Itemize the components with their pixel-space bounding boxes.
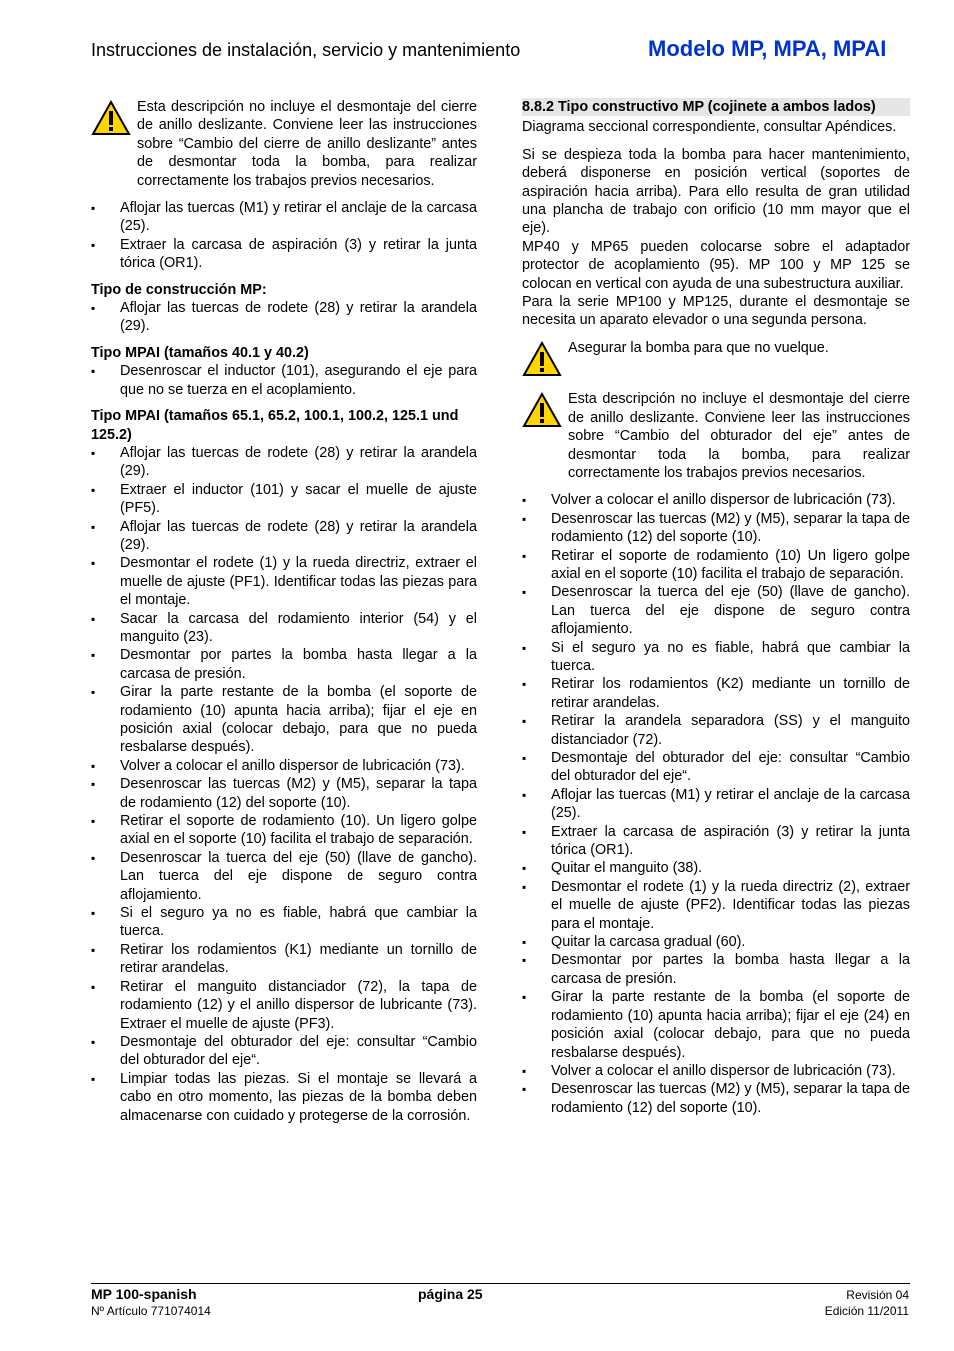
list-item: ▪ Desmontar el rodete (1) y la rueda directriz, extraer el muelle de ajuste (PF1). Identificar todas las piezas para el montaje. bbox=[91, 554, 477, 609]
footer-doc-name: MP 100-spanish bbox=[91, 1286, 197, 1302]
header-model-title: Modelo MP, MPA, MPAI bbox=[648, 36, 887, 61]
paragraph: MP40 y MP65 pueden colocarse sobre el adaptador protector de acoplamiento (95). MP 100 y MP 125 se colocan en vertical con ayuda de una subestructura auxiliar. bbox=[522, 238, 910, 292]
footer-revision: Revisión 04 bbox=[846, 1288, 909, 1302]
list-item: ▪ Desmontar el rodete (1) y la rueda directriz (2), extraer el muelle de ajuste (PF2). Identificar todas las piezas para el montaje. bbox=[522, 878, 910, 933]
left-column bbox=[91, 98, 477, 1133]
header-subtitle: Instrucciones de instalación, servicio y mantenimiento bbox=[91, 40, 521, 60]
footer-page-number: página 25 bbox=[418, 1286, 483, 1302]
list-item: ▪ Si el seguro ya no es fiable, habrá que cambiar la tuerca. bbox=[522, 639, 910, 676]
list-item: ▪ Extraer la carcasa de aspiración (3) y retirar la junta tórica (OR1). bbox=[522, 823, 910, 860]
list-item: ▪ Aflojar las tuercas de rodete (28) y retirar la arandela (29). bbox=[91, 299, 477, 336]
list-a bbox=[91, 199, 477, 273]
list-item: ▪ Retirar la arandela separadora (SS) y el manguito distanciador (72). bbox=[522, 712, 910, 749]
paragraph: Para la serie MP100 y MP125, durante el desmontaje se necesita un aparato elevador o una segunda persona. bbox=[522, 294, 910, 329]
list-item: ▪ Volver a colocar el anillo dispersor de lubricación (73). bbox=[91, 757, 477, 775]
subheading: Tipo de construcción MP: bbox=[91, 281, 267, 298]
paragraph: Si se despieza toda la bomba para hacer mantenimiento, deberá disponerse en posición vertical (soportes de aspiración hacia arriba). Para ello resulta de gran utilidad una plancha de trabajo con orificio (10 mm mayor que el eje). bbox=[522, 146, 910, 237]
footer-divider bbox=[91, 1283, 910, 1284]
list-item: ▪ Volver a colocar el anillo dispersor de lubricación (73). bbox=[522, 491, 910, 509]
subheading: Tipo MPAI (tamaños 40.1 y 40.2) bbox=[91, 344, 309, 361]
list-item: ▪ Desenroscar la tuerca del eje (50) (llave de gancho). Lan tuerca del eje dispone de seguro contra aflojamiento. bbox=[522, 583, 910, 638]
list-item: ▪ Desmontar por partes la bomba hasta llegar a la carcasa de presión. bbox=[522, 951, 910, 988]
list-item: ▪ Extraer el inductor (101) y sacar el muelle de ajuste (PF5). bbox=[91, 481, 477, 518]
list-item: ▪ Retirar el soporte de rodamiento (10) Un ligero golpe axial en el soporte (10) facilita el trabajo de separación. bbox=[522, 547, 910, 584]
list-item: ▪ Desmontaje del obturador del eje: consultar “Cambio del obturador del eje“. bbox=[522, 749, 910, 786]
list-item: ▪ Aflojar las tuercas (M1) y retirar el anclaje de la carcasa (25). bbox=[522, 786, 910, 823]
warning-text: Esta descripción no incluye el desmontaje del cierre de anillo deslizante. Conviene leer las instrucciones sobre “Cambio del cierre de anillo deslizante” antes de desmontar toda la bomba, para realizar correctamente los trabajos previos necesarios. bbox=[137, 99, 477, 189]
list-item: ▪ Desenroscar las tuercas (M2) y (M5), separar la tapa de rodamiento (12) del soporte (10). bbox=[91, 775, 477, 812]
warning-triangle-icon bbox=[522, 339, 568, 382]
warning-text: Esta descripción no incluye el desmontaje del cierre de anillo deslizante. Conviene leer las instrucciones sobre “Cambio del obturador del eje” antes de desmontar toda la bomba, para realizar correctamente los trabajos previos necesarios. bbox=[568, 391, 910, 481]
section-title: 8.8.2 Tipo constructivo MP (cojinete a ambos lados) bbox=[522, 98, 910, 116]
warning-triangle-icon bbox=[91, 98, 137, 190]
list-item: ▪ Si el seguro ya no es fiable, habrá que cambiar la tuerca. bbox=[91, 904, 477, 941]
list-item: ▪ Desenroscar las tuercas (M2) y (M5), separar la tapa de rodamiento (12) del soporte (10). bbox=[522, 510, 910, 547]
warning-block bbox=[522, 390, 910, 482]
list-item: ▪ Extraer la carcasa de aspiración (3) y retirar la junta tórica (OR1). bbox=[91, 236, 477, 273]
list-item: ▪ Retirar los rodamientos (K2) mediante un tornillo de retirar arandelas. bbox=[522, 675, 910, 712]
list-b bbox=[91, 299, 477, 336]
list-c bbox=[91, 362, 477, 399]
list-item: ▪ Aflojar las tuercas (M1) y retirar el anclaje de la carcasa (25). bbox=[91, 199, 477, 236]
list-item: ▪ Aflojar las tuercas de rodete (28) y retirar la arandela (29). bbox=[91, 444, 477, 481]
warning-block bbox=[91, 98, 477, 190]
list-item: ▪ Aflojar las tuercas de rodete (28) y retirar la arandela (29). bbox=[91, 518, 477, 555]
list-item: ▪ Retirar el soporte de rodamiento (10). Un ligero golpe axial en el soporte (10) facilita el trabajo de separación. bbox=[91, 812, 477, 849]
list-item: ▪ Desenroscar la tuerca del eje (50) (llave de gancho). Lan tuerca del eje dispone de seguro contra aflojamiento. bbox=[91, 849, 477, 904]
list-item: ▪ Desmontar por partes la bomba hasta llegar a la carcasa de presión. bbox=[91, 646, 477, 683]
list-item: ▪ Desmontaje del obturador del eje: consultar “Cambio del obturador del eje“. bbox=[91, 1033, 477, 1070]
list-item: ▪ Desenroscar el inductor (101), asegurando el eje para que no se tuerza en el acoplamiento. bbox=[91, 362, 477, 399]
warning-block bbox=[522, 339, 910, 382]
warning-triangle-icon bbox=[522, 390, 568, 482]
list-item: ▪ Girar la parte restante de la bomba (el soporte de rodamiento (10) apunta hacia arriba); fijar el eje (24) en posición axial (colocar debajo, para que no pueda resbalarse después). bbox=[522, 988, 910, 1062]
list-item: ▪ Retirar los rodamientos (K1) mediante un tornillo de retirar arandelas. bbox=[91, 941, 477, 978]
paragraph: Diagrama seccional correspondiente, consultar Apéndices. bbox=[522, 119, 897, 136]
list-item: ▪ Quitar el manguito (38). bbox=[522, 859, 910, 877]
list-item: ▪ Volver a colocar el anillo dispersor de lubricación (73). bbox=[522, 1062, 910, 1080]
list-item: ▪ Limpiar todas las piezas. Si el montaje se llevará a cabo en otro momento, las piezas de la bomba deben almacenarse con cuidado y protegerse de la corrosión. bbox=[91, 1070, 477, 1125]
list-item: ▪ Sacar la carcasa del rodamiento interior (54) y el manguito (23). bbox=[91, 610, 477, 647]
subheading: Tipo MPAI (tamaños 65.1, 65.2, 100.1, 100.2, 125.1 und 125.2) bbox=[91, 408, 459, 443]
warning-text: Asegurar la bomba para que no vuelque. bbox=[568, 339, 829, 356]
footer-article: Nº Artículo 771074014 bbox=[91, 1304, 211, 1318]
list-item: ▪ Girar la parte restante de la bomba (el soporte de rodamiento (10) apunta hacia arriba); fijar el eje en posición axial (colocar debajo, para que no pueda resbalarse después). bbox=[91, 683, 477, 757]
list-item: ▪ Desenroscar las tuercas (M2) y (M5), separar la tapa de rodamiento (12) del soporte (10). bbox=[522, 1080, 910, 1117]
list-d bbox=[91, 444, 477, 1125]
right-column bbox=[522, 98, 910, 1125]
footer-edition: Edición 11/2011 bbox=[824, 1304, 909, 1318]
list-item: ▪ Quitar la carcasa gradual (60). bbox=[522, 933, 910, 951]
list-right bbox=[522, 491, 910, 1117]
list-item: ▪ Retirar el manguito distanciador (72), la tapa de rodamiento (12) y el anillo dispersor de lubricante (73). Extraer el muelle de ajuste (PF3). bbox=[91, 978, 477, 1033]
